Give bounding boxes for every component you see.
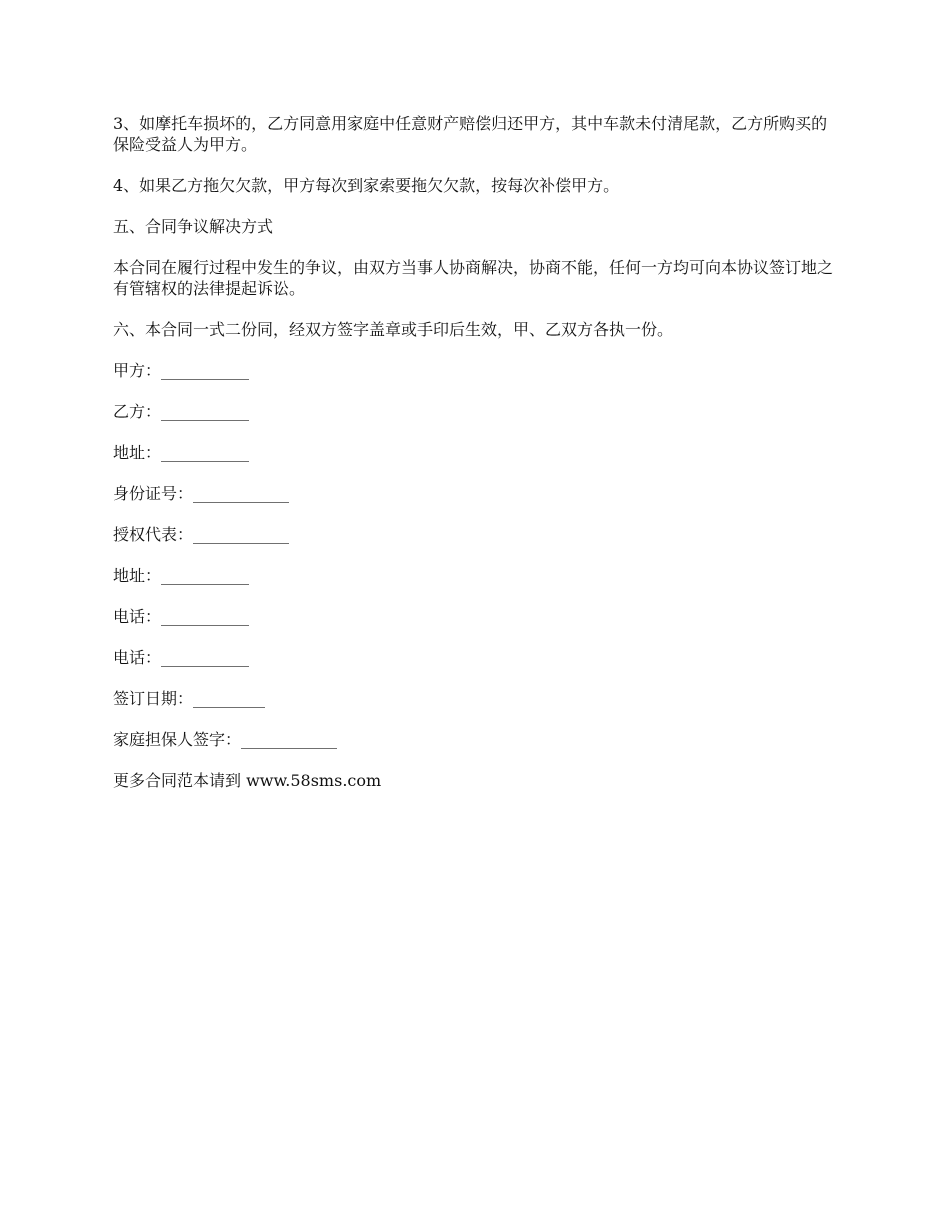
section-six-copies: 六、本合同一式二份同，经双方签字盖章或手印后生效，甲、乙双方各执一份。 <box>113 320 674 339</box>
address-field-2: 地址：___________ <box>113 566 250 585</box>
clause-3-motorcycle-damage: 3、如摩托车损坏的，乙方同意用家庭中任意财产赔偿归还甲方，其中车款未付清尾款，乙方所购买的保险受益人为甲方。 <box>113 114 828 154</box>
family-guarantor-signature-field: 家庭担保人签字：____________ <box>113 730 338 749</box>
signing-date-field: 签订日期：_________ <box>113 689 266 708</box>
section-heading-dispute-resolution: 五、合同争议解决方式 <box>113 217 274 236</box>
footer-link-text: 更多合同范本请到 www.58sms.com <box>113 771 382 790</box>
party-b-field: 乙方：___________ <box>113 402 250 421</box>
dispute-resolution-text: 本合同在履行过程中发生的争议，由双方当事人协商解决，协商不能，任何一方均可向本协议签订地之有管辖权的法律提起诉讼。 <box>113 258 834 298</box>
document-page <box>113 113 843 811</box>
id-number-field: 身份证号：____________ <box>113 484 290 503</box>
party-a-field: 甲方：___________ <box>113 361 250 380</box>
phone-field-1: 电话：___________ <box>113 607 250 626</box>
phone-field-2: 电话：___________ <box>113 648 250 667</box>
address-field-1: 地址：___________ <box>113 443 250 462</box>
authorized-representative-field: 授权代表：____________ <box>113 525 290 544</box>
clause-4-overdue-payment: 4、如果乙方拖欠欠款，甲方每次到家索要拖欠欠款，按每次补偿甲方。 <box>113 176 620 195</box>
